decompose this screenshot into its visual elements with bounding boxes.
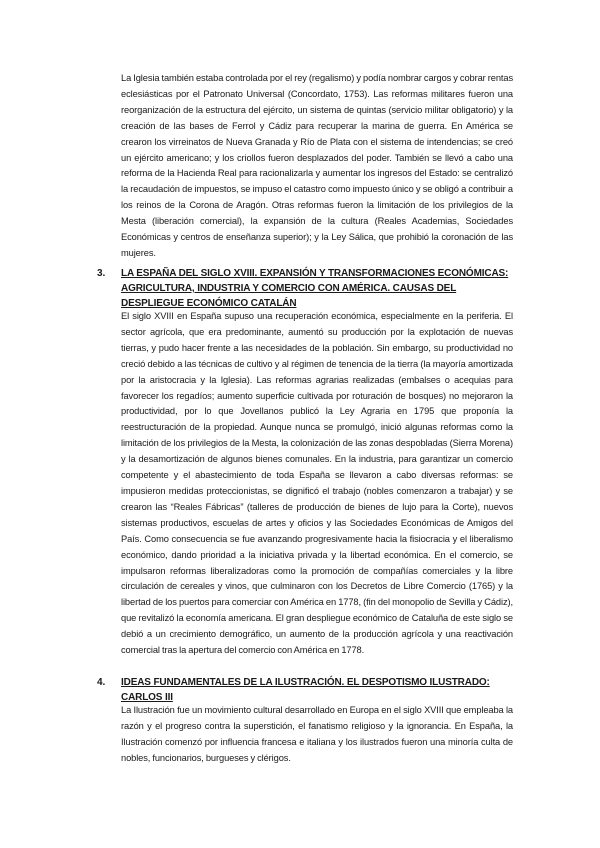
section-4-title: IDEAS FUNDAMENTALES DE LA ILUSTRACIÓN. EL DESPOTISMO ILUSTRADO: CARLOS III bbox=[121, 677, 490, 703]
section-4-body-block bbox=[121, 703, 513, 767]
section-3-title: LA ESPAÑA DEL SIGLO XVIII. EXPANSIÓN Y TRANSFORMACIONES ECONÓMICAS: AGRICULTURA, INDUSTRIA Y COMERCIO CON AMÉRICA. CAUSAS DEL DESPLIEGUE ECONÓMICO CATALÁN bbox=[121, 268, 509, 309]
section-3-body-block bbox=[121, 309, 513, 659]
intro-paragraph: La Iglesia también estaba controlada por el rey (regalismo) y podía nombrar cargos y cobrar rentas eclesiásticas por el Patronato Universal (Concordato, 1753). Las reformas militares fueron una reorganización de la estructura del ejército, un sistema de quintas (servicio militar obligatorio) y la creación de las bases de Ferrol y Cádiz para recuperar la marina de guerra. En América se crearon los virreinatos de Nueva Granada y Río de Plata con el sistema de intendencias; se creó un ejército americano; y los criollos fueron desplazados del poder. También se llevó a cabo una reforma de la Hacienda Real para racionalizarla y aumentar los ingresos del Estado: se centralizó la recaudación de impuestos, se impuso el catastro como impuesto único y se obligó a contribuir a los reinos de la Corona de Aragón. Otras reformas fueron la limitación de los privilegios de la Mesta (liberación comercial), la expansión de la cultura (Reales Academias, Sociedades Económicas y centros de enseñanza superior); y la Ley Sálica, que prohibió la coronación de las mujeres. bbox=[121, 73, 513, 258]
section-4-number: 4. bbox=[97, 677, 106, 688]
intro-paragraph-block bbox=[121, 71, 513, 262]
section-3-number: 3. bbox=[97, 268, 106, 279]
section-3-heading bbox=[97, 266, 517, 312]
section-4-heading bbox=[97, 675, 517, 705]
section-3-body: El siglo XVIII en España supuso una recuperación económica, especialmente en la periferia. El sector agrícola, que era predominante, aumentó su producción por la explotación de nuevas tierras, y pudo hacer frente a las necesidades de la población. Sin embargo, su productividad no creció debido a las técnicas de cultivo y al régimen de tenencia de la tierra (la mayoría amortizada por la aristocracia y la Iglesia). Las reformas agrarias realizadas (embalses o acequias para favorecer los regadíos; aumento superficie cultivada por roturación de bosques) no mejoraron la productividad, por lo que Jovellanos publicó la Ley Agraria en 1795 que proponía la reestructuración de la propiedad. Aunque nunca se promulgó, inició algunas reformas como la limitación de los privilegios de la Mesta, la colonización de las zonas despobladas (Sierra Morena) y la desamortización de algunos bienes comunales. En la industria, para garantizar un comercio competente y el abastecimiento de toda España se llevaron a cabo diversas reformas: se impusieron medidas proteccionistas, se dignificó el trabajo (nobles comenzaron a trabajar) y se crearon las “Reales Fábricas” (talleres de producción de bienes de lujo para la Corte), nuevos sistemas productivos, escuelas de artes y oficios y las Sociedades Económicas de Amigos del País. Como consecuencia se fue avanzando progresivamente hacia la fisiocracia y el liberalismo económico, dando prioridad a la iniciativa privada y la libertad económica. En el comercio, se impulsaron reformas liberalizadoras como la promoción de compañías comerciales y la libre circulación de cereales y vinos, que culminaron con los Decretos de Libre Comercio (1765) y la libertad de los puertos para comerciar con América en 1778, (fin del monopolio de Sevilla y Cádiz), que revitalizó la economía americana. El gran despliegue económico de Cataluña de este siglo se debió a un crecimiento demográfico, un aumento de la producción agrícola y una reactivación comercial tras la apertura del comercio con América en 1778. bbox=[121, 311, 513, 656]
section-4-body: La Ilustración fue un movimiento cultural desarrollado en Europa en el siglo XVIII que empleaba la razón y el progreso contra la superstición, el fanatismo religioso y la ignorancia. En España, la Ilustración comenzó por influencia francesa e italiana y los ilustrados fueron una minoría culta de nobles, funcionarios, burgueses y clérigos. bbox=[121, 705, 513, 763]
